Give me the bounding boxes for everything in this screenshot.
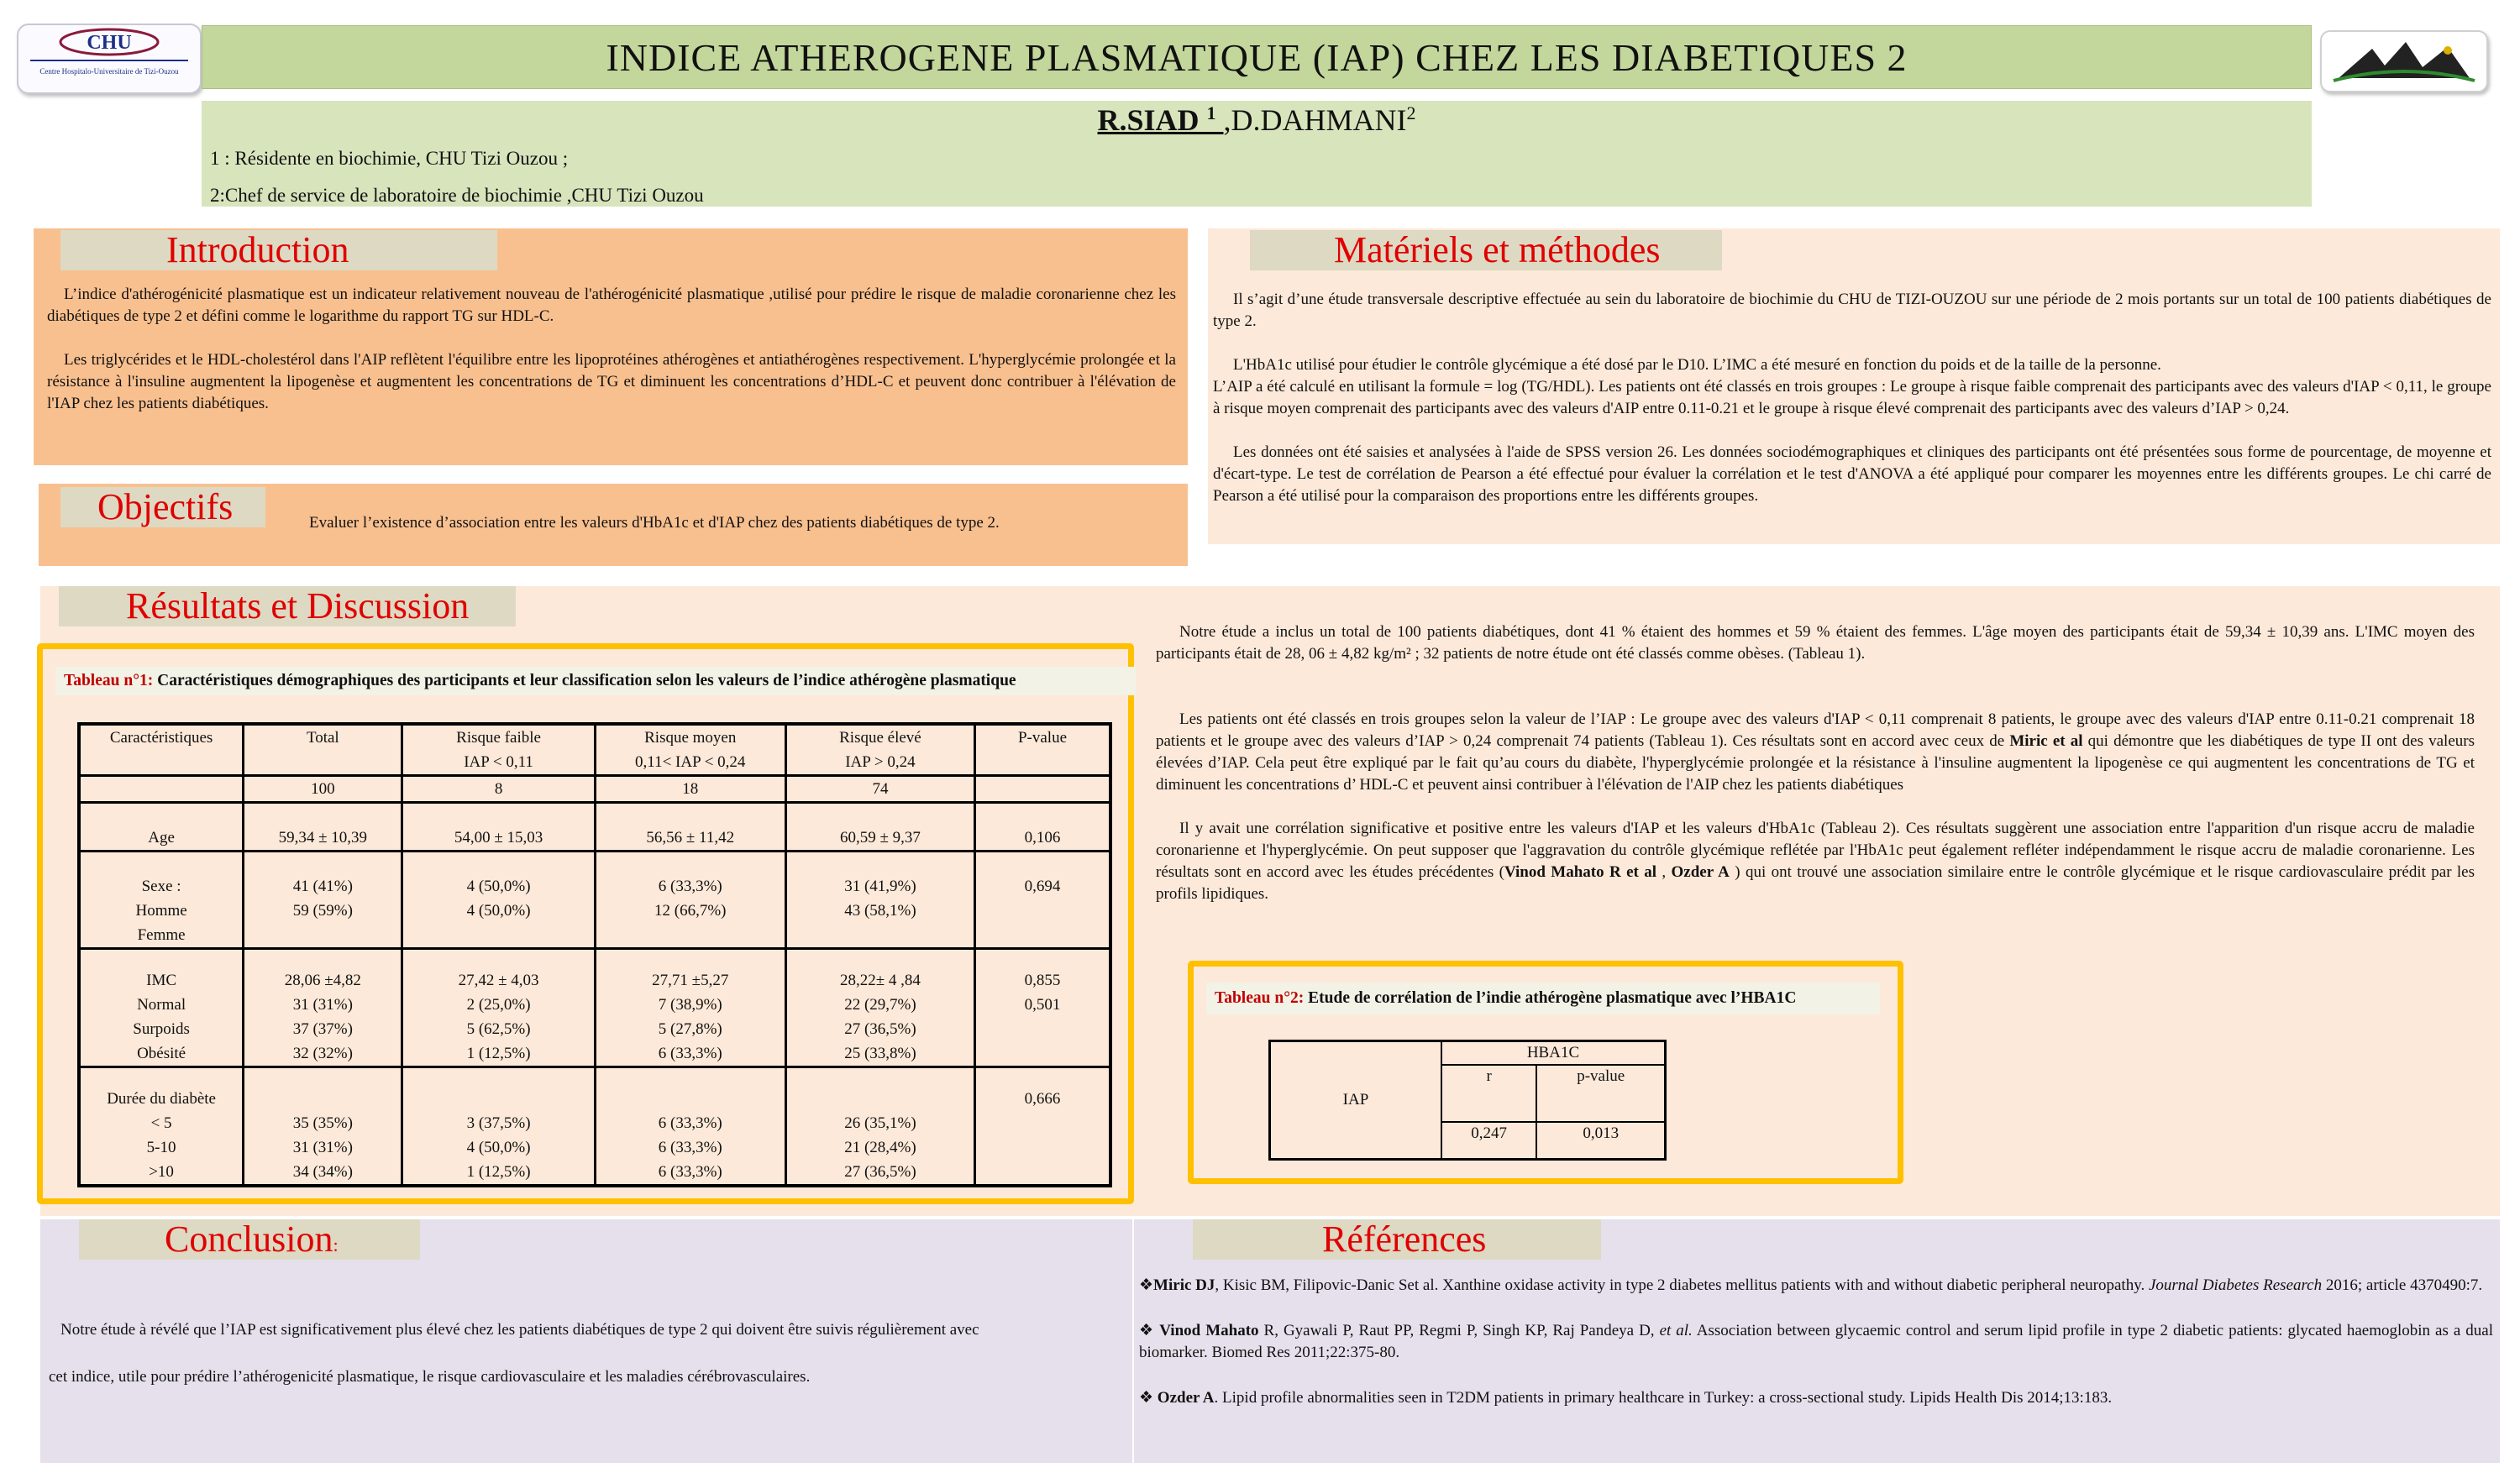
poster-title [202,25,2312,89]
table1-duree-row: Durée du diabète < 5 5-10 >10 35 (35%) 31 (31%) 34 (34%) 3 (37,5%) 4 (50,0%) 1 (12,5%) 6 (33,3%) 6 (33,3%) 6 (33,3%) 26 (35,1%) 21 (28,4%) 27 (36,5%) 0,666 [79,1067,1110,1187]
reference-3: ❖ Ozder A. Lipid profile abnormalities seen in T2DM patients in primary healthcare in Turkey: a cross-sectional study. Lipids Health Dis 2014;13:183. [1139,1389,2113,1407]
references-panel [1134,1219,2500,1463]
author-dahmani-sup: 2 [1406,102,1416,123]
results-heading: Résultats et Discussion [59,586,516,626]
table2-col-p: p-value [1536,1065,1665,1122]
table2-r-value: 0,247 [1441,1122,1536,1159]
introduction-p2: Les triglycérides et le HDL-cholestérol dans l'AIP reflètent l'équilibre entre les lipoprotéines athérogènes et antiathérogènes respectivement. L'hyperglycémie prolongée et la résistance à l'insuline augmentent la lipogenèse et augmentent les concentrations de TG et diminuent les concentrations d’HDL-C et peuvent donc contribuer à l'élévation de l'IAP chez les patients diabétiques. [47,351,1176,412]
table1-imc-row: IMC Normal Surpoids Obésité 28,06 ±4,82 31 (31%) 37 (37%) 32 (32%) 27,42 ± 4,03 2 (25,0%) 5 (62,5%) 1 (12,5%) 27,71 ±5,27 7 (38,9%) 5 (27,8%) 6 (33,3%) 28,22± 4 ,84 22 (29,7%) 27 (36,5%) 25 (33,8%) 0,855 0,501 [79,949,1110,1067]
methods-panel [1208,228,2500,544]
methods-heading: Matériels et méthodes [1250,230,1722,270]
introduction-heading: Introduction [60,230,497,270]
faculty-logo [2320,30,2488,92]
objectifs-panel [39,484,1188,566]
objectifs-heading: Objectifs [60,487,265,527]
svg-text:CHU: CHU [87,32,132,54]
methods-p2: L'HbA1c utilisé pour étudier le contrôle glycémique a été dosé par le D10. L’IMC a été mesuré en fonction du poids et de la taille de la personne. [1233,356,2161,374]
introduction-panel [34,228,1188,465]
results-text [1156,621,2475,905]
table2-col-group: HBA1C [1441,1041,1666,1066]
conclusion-panel [40,1219,1132,1463]
chu-logo [17,24,202,94]
author-separator: , [1223,103,1231,137]
introduction-text [47,284,1176,415]
introduction-p1: L’indice d'athérogénicité plasmatique est un indicateur relativement nouveau de l'athérogénicité plasmatique ,utilisé pour prédire le risque de maladie coronarienne chez les diabétiques de type 2 et défini comme le logarithme du rapport TG sur HDL-C. [47,286,1176,325]
svg-text:Centre Hospitalo-Universitaire: Centre Hospitalo-Universitaire de Tizi-Ouzou [39,67,179,76]
reference-2: ❖ Vinod Mahato R, Gyawali P, Raut PP, Regmi P, Singh KP, Raj Pandeya D, et al. Association between glycaemic control and serum lipid profile in type 2 diabetic patients: glycated haemoglobin as a dual biomarker. Biomed Res 2011;22:375-80. [1139,1322,2493,1361]
methods-p1: Il s’agit d’une étude transversale descriptive effectuée au sein du laboratoire de biochimie du CHU de TIZI-OUZOU sur une période de 2 mois portants sur un total de 100 patients diabétiques de type 2. [1213,291,2491,330]
objectifs-text: Evaluer l’existence d’association entre les valeurs d'HbA1c et d'IAP chez des patients diabétiques de type 2. [309,514,1000,532]
reference-1: ❖Miric DJ, Kisic BM, Filipovic-Danic Set al. Xanthine oxidase activity in type 2 diabetes mellitus patients with and without diabetic peripheral neuropathy. Journal Diabetes Research 2016; article 4370490:7. [1139,1276,2483,1294]
references-heading: Références [1193,1219,1601,1260]
table2 [1268,1040,1667,1161]
conclusion-text [49,1307,1124,1401]
table1-header-row: Caractéristiques Total Risque faible Risque moyen Risque élevé P-value [79,724,1110,750]
conclusion-line-1: Notre étude à révélé que l’IAP est significativement plus élevé chez les patients diabétiques de type 2 qui doivent être suivis régulièrement avec [60,1321,979,1339]
table2-row-label: IAP [1270,1041,1441,1160]
table2-col-r: r [1441,1065,1536,1122]
table1-subheader-row: IAP < 0,11 0,11< IAP < 0,24 IAP > 0,24 [79,750,1110,776]
table1-age-row: Age 59,34 ± 10,39 54,00 ± 15,03 56,56 ± 11,42 60,59 ± 9,37 0,106 [79,803,1110,852]
conclusion-line-2: cet indice, utile pour prédire l’athérogenicité plasmatique, le risque cardiovasculaire et les maladies cérébrovasculaires. [49,1368,811,1386]
table1 [77,722,1112,1187]
poster-title-text: INDICE ATHEROGENE PLASMATIQUE (IAP) CHEZ LES DIABETIQUES 2 [606,35,1908,79]
references-list [1139,1275,2493,1433]
table1-count-row: 100 8 18 74 [79,776,1110,803]
table2-caption: Tableau n°2: Etude de corrélation de l’indie athérogène plasmatique avec l’HBA1C [1206,983,1880,1014]
author-dahmani: D.DAHMANI [1231,103,1407,137]
authors-line [202,102,2312,138]
table1-caption: Tableau n°1: Caractéristiques démographiques des participants et leur classification selon les valeurs de l’indice athérogène plasmatique [55,667,1136,695]
affiliation-1: 1 : Résidente en biochimie, CHU Tizi Ouzou ; [210,148,569,169]
methods-p4: Les données ont été saisies et analysées à l'aide de SPSS version 26. Les données sociodémographiques et cliniques des participants ont été présentées sous forme de pourcentage, de moyenne et d'écart-type. Le test de corrélation de Pearson a été effectué pour évaluer la corrélation et le test d'ANOVA a été appliqué pour comparer les moyennes entre les différents groupes. Le chi carré de Pearson a été utilisé pour la comparaison des proportions entre les différents groupes. [1213,443,2491,505]
results-p3: Il y avait une corrélation significative et positive entre les valeurs d'IAP et les valeurs d'HbA1c (Tableau 2). Ces résultats suggèrent une association entre l'apparition d'un risque accru de maladie coronarienne et l'hyperglycémie. On peut supposer que l'aggravation du contrôle glycémique reflétée par l'HbA1c peut également refléter indépendamment le risque accru de maladie coronarienne. Les résultats sont en accord avec les études précédentes (Vinod Mahato R et al , Ozder A ) qui ont trouvé une association similaire entre le contrôle glycémique et le risque cardiovasculaire prédit par les profils lipidiques. [1156,820,2475,903]
table2-p-value: 0,013 [1536,1122,1665,1159]
chu-logo-graphic [18,25,200,92]
results-p2: Les patients ont été classés en trois groupes selon la valeur de l’IAP : Le groupe avec des valeurs d'IAP < 0,11 comprenait 8 patients, le groupe avec des valeurs d'IAP entre 0.11-0.21 comprenait 18 patients et le groupe avec des valeurs d’IAP > 0,24 comprenait 74 patients (Tableau 1). Ces résultats sont en accord avec ceux de Miric et al qui démontre que les diabétiques de type II ont des valeurs élevées d’IAP. Cela peut être expliqué par le fait qu’au cours du diabète, l'hyperglycémie prolongée et la résistance à l'insuline augmentent la lipogenèse ce qui augmentent les concentrations de TG et diminuent les concentrations d’ HDL-C et peuvent ainsi contribuer à l'élévation de l'AIP chez les patients diabétiques [1156,710,2475,794]
faculty-logo-graphic [2322,32,2486,91]
conclusion-heading: Conclusion: [79,1219,420,1260]
results-p1: Notre étude a inclus un total de 100 patients diabétiques, dont 41 % étaient des hommes et 59 % étaient des femmes. L'âge moyen des participants était de 59,34 ± 10,39 ans. L'IMC moyen des participants était de 28, 06 ± 4,82 kg/m² ; 32 patients de notre étude ont été classés comme obèses. (Tableau 1). [1156,623,2475,663]
methods-text [1213,289,2491,507]
authors-block [202,101,2312,207]
affiliation-2: 2:Chef de service de laboratoire de biochimie ,CHU Tizi Ouzou [210,185,704,206]
author-siad: R.SIAD $^1$ [1097,102,1216,137]
methods-p3: L’AIP a été calculé en utilisant la formule = log (TG/HDL). Les patients ont été classés en trois groupes : Le groupe à risque faible comprenait des participants avec des valeurs d'IAP < 0,11, le groupe à risque moyen comprenait des participants avec des valeurs d'AIP entre 0.11-0.21 et le groupe à risque élevé comprenait des participants avec des valeurs d’IAP > 0,24. [1213,378,2491,417]
table1-sexe-row: Sexe : Homme Femme 41 (41%) 59 (59%) 4 (50,0%) 4 (50,0%) 6 (33,3%) 12 (66,7%) 31 (41,9%) 43 (58,1%) 0,694 [79,852,1110,949]
